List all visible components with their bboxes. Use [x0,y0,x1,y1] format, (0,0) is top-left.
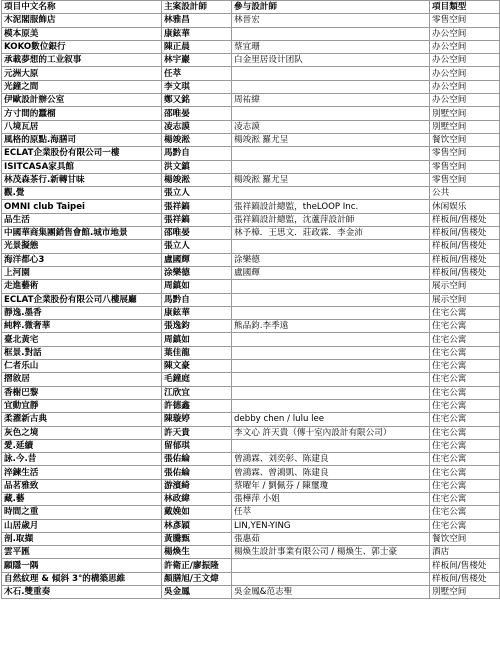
lead-designer-cell: 周鎮如 [162,333,232,346]
header-project-name: 項目中文名称 [2,1,162,14]
table-row [2,546,500,559]
project-type-cell: 样板间/售楼处 [430,253,500,266]
lead-designer-cell: 顏膳旭/王文煒 [162,572,232,585]
project-name-cell: 光景擬態 [2,240,162,253]
project-type-cell: 住宅公寓 [430,333,500,346]
project-type-cell: 样板间/售楼处 [430,227,500,240]
lead-designer-cell: 盧國輝 [162,253,232,266]
table-row [2,213,500,226]
table-row [2,293,500,306]
table-row [2,200,500,213]
table-row [2,54,500,67]
lead-designer-cell: 張佑綸 [162,453,232,466]
table-row [2,466,500,479]
project-name-cell: 元洲大原 [2,67,162,80]
project-type-cell: 零售空间 [430,147,500,160]
project-type-cell: 酒店 [430,546,500,559]
table-row [2,519,500,532]
participating-designers-cell [232,572,430,585]
project-type-cell: 样板间/售楼处 [430,240,500,253]
table-row [2,173,500,186]
project-type-cell: 住宅公寓 [430,479,500,492]
project-name-cell: 林茂森茶行.新轉甘味 [2,173,162,186]
lead-designer-cell: 許天貴 [162,426,232,439]
participating-designers-cell: 曾鴻霖、曾鴻凱、陈建良 [232,466,430,479]
project-name-cell: 藏.藝 [2,492,162,505]
participating-designers-cell [232,80,430,93]
project-type-cell: 住宅公寓 [430,466,500,479]
participating-designers-cell [232,107,430,120]
lead-designer-cell: 留郁琪 [162,439,232,452]
table-row [2,399,500,412]
participating-designers-cell: 張惠茹 [232,532,430,545]
project-type-cell: 办公空间 [430,27,500,40]
header-lead-designer: 主案設計師 [162,1,232,14]
table-row [2,147,500,160]
table-row [2,333,500,346]
project-type-cell: 休闲娱乐 [430,200,500,213]
table-row [2,373,500,386]
lead-designer-cell: 洪文鎮 [162,160,232,173]
header-project-type: 項目類型 [430,1,500,14]
project-type-cell: 公共 [430,187,500,200]
project-name-cell: 八境瓦居 [2,120,162,133]
participating-designers-cell: 涂樂德 [232,253,430,266]
table-row [2,27,500,40]
lead-designer-cell: 葉佳龍 [162,346,232,359]
project-type-cell: 零售空间 [430,173,500,186]
participating-designers-cell: LIN,YEN-YING [232,519,430,532]
lead-designer-cell: 馬黔自 [162,147,232,160]
project-name-cell: ISITCASA家具館 [2,160,162,173]
participating-designers-cell: debby chen / lulu lee [232,413,430,426]
table-row [2,453,500,466]
lead-designer-cell: 康鉉華 [162,27,232,40]
project-type-cell: 住宅公寓 [430,320,500,333]
project-type-cell: 办公空间 [430,54,500,67]
lead-designer-cell: 張立人 [162,187,232,200]
lead-designer-cell: 任萃 [162,67,232,80]
lead-designer-cell: 馬黔自 [162,293,232,306]
participating-designers-cell: 任萃 [232,506,430,519]
table-row [2,572,500,585]
project-type-cell: 住宅公寓 [430,413,500,426]
project-name-cell: 風格的原點.海膳司 [2,133,162,146]
lead-designer-cell: 楊竣淞 [162,133,232,146]
project-type-cell: 办公空间 [430,67,500,80]
table-row [2,306,500,319]
lead-designer-cell: 林宇巖 [162,54,232,67]
participating-designers-cell [232,439,430,452]
lead-designer-cell: 陳璇婷 [162,413,232,426]
table-row [2,40,500,53]
project-type-cell: 別墅空间 [430,120,500,133]
participating-designers-cell: 凌志謨 [232,120,430,133]
project-type-cell: 住宅公寓 [430,386,500,399]
participating-designers-cell: 周祐緯 [232,94,430,107]
lead-designer-cell: 康鉉華 [162,306,232,319]
project-name-cell: 淬鍊生活 [2,466,162,479]
lead-designer-cell: 陳正晨 [162,40,232,53]
participating-designers-cell [232,306,430,319]
project-type-cell: 住宅公寓 [430,306,500,319]
table-row [2,426,500,439]
participating-designers-cell [232,293,430,306]
project-type-cell: 零售空间 [430,160,500,173]
project-type-cell: 零售空间 [430,14,500,27]
project-type-cell: 住宅公寓 [430,373,500,386]
table-row [2,506,500,519]
table-row [2,67,500,80]
project-name-cell: 自然紋理 & 傾斜 3°的構築思維 [2,572,162,585]
project-type-cell: 样板间/售楼处 [430,213,500,226]
lead-designer-cell: 毛鐘庭 [162,373,232,386]
project-name-cell: 靜逸.墨香 [2,306,162,319]
participating-designers-cell: 張祥鎬設計總監，沈蘆萍設計師 [232,213,430,226]
participating-designers-cell: 李文心 許天貴（傳十室內設計有限公司） [232,426,430,439]
participating-designers-cell: 曾鴻霖、刘奕彰、陈建良 [232,453,430,466]
table-row [2,439,500,452]
participating-designers-cell [232,147,430,160]
participating-designers-cell: 盧國輝 [232,266,430,279]
project-name-cell: 上河園 [2,266,162,279]
project-name-cell: 剖.取擷 [2,532,162,545]
table-row [2,492,500,505]
lead-designer-cell: 鄭又銘 [162,94,232,107]
table-row [2,120,500,133]
lead-designer-cell: 許衛正/廖振隆 [162,559,232,572]
project-name-cell: 模本原美 [2,27,162,40]
table-row [2,187,500,200]
lead-designer-cell: 楊竣淞 [162,173,232,186]
header-row [2,1,500,14]
project-name-cell: 灰色之境 [2,426,162,439]
project-name-cell: 香榭巴黎 [2,386,162,399]
project-type-cell: 办公空间 [430,80,500,93]
project-type-cell: 餐饮空间 [430,133,500,146]
table-row [2,160,500,173]
participating-designers-cell [232,559,430,572]
lead-designer-cell: 黃騰甄 [162,532,232,545]
table-row [2,94,500,107]
project-name-cell: 品茗雅致 [2,479,162,492]
table-row [2,360,500,373]
project-name-cell: 臺北黃宅 [2,333,162,346]
participating-designers-cell [232,373,430,386]
lead-designer-cell: 游濱綺 [162,479,232,492]
project-type-cell: 住宅公寓 [430,492,500,505]
project-type-cell: 住宅公寓 [430,439,500,452]
participating-designers-cell: 蔡曜年 / 劉佩芬 / 陳璽瓊 [232,479,430,492]
lead-designer-cell: 李文琪 [162,80,232,93]
project-type-cell: 住宅公寓 [430,506,500,519]
table-row [2,227,500,240]
project-name-cell: ECLAT企業股份有限公司一樓 [2,147,162,160]
table-row [2,386,500,399]
table-row [2,559,500,572]
project-name-cell: 觀.覺 [2,187,162,200]
table-row [2,413,500,426]
participating-designers-cell: 張祥鎬設計總監，theLOOP Inc. [232,200,430,213]
project-name-cell: 木泥閣服飾店 [2,14,162,27]
table-row [2,240,500,253]
lead-designer-cell: 邵唯晏 [162,107,232,120]
participating-designers-cell: 吳金鳳&范志聖 [232,586,430,599]
project-type-cell: 住宅公寓 [430,346,500,359]
project-type-cell: 样板间/售楼处 [430,559,500,572]
project-type-cell: 办公空间 [430,40,500,53]
project-name-cell: 時間之重 [2,506,162,519]
project-type-cell: 展示空间 [430,280,500,293]
project-name-cell: 品生活 [2,213,162,226]
table-row [2,266,500,279]
participating-designers-cell [232,67,430,80]
participating-designers-cell [232,386,430,399]
project-name-cell: 海洋都心3 [2,253,162,266]
participating-designers-cell [232,360,430,373]
participating-designers-cell: 蔡宜珊 [232,40,430,53]
lead-designer-cell: 周鎮如 [162,280,232,293]
lead-designer-cell: 林彥穎 [162,519,232,532]
table-row [2,532,500,545]
participating-designers-cell: 楊煥生設計事業有限公司 / 楊煥生、郭士豪 [232,546,430,559]
project-name-cell: 柔濯新古典 [2,413,162,426]
participating-designers-cell [232,27,430,40]
table-row [2,280,500,293]
project-name-cell: 山居歲月 [2,519,162,532]
project-type-cell: 住宅公寓 [430,426,500,439]
lead-designer-cell: 張佑綸 [162,466,232,479]
project-name-cell: 雲平匯 [2,546,162,559]
table-row [2,253,500,266]
lead-designer-cell: 許德鑫 [162,399,232,412]
participating-designers-cell [232,240,430,253]
project-name-cell: 伊歐設計辦公室 [2,94,162,107]
participating-designers-cell: 楊竣淞 羅尤呈 [232,133,430,146]
participating-designers-cell [232,280,430,293]
participating-designers-cell [232,160,430,173]
lead-designer-cell: 吳金鳳 [162,586,232,599]
table-row [2,346,500,359]
project-type-cell: 展示空间 [430,293,500,306]
participating-designers-cell [232,399,430,412]
participating-designers-cell: 熊品鈞.李季遠 [232,320,430,333]
lead-designer-cell: 陳文豪 [162,360,232,373]
participating-designers-cell [232,333,430,346]
lead-designer-cell: 涂樂德 [162,266,232,279]
project-type-cell: 別墅空间 [430,586,500,599]
participating-designers-cell: 楊竣淞 羅尤呈 [232,173,430,186]
project-name-cell: 光鐘之間 [2,80,162,93]
participating-designers-cell: 白金里居设计团队 [232,54,430,67]
project-name-cell: OMNI club Taipei [2,200,162,213]
table-row [2,320,500,333]
table-row [2,133,500,146]
participating-designers-cell [232,187,430,200]
table-row [2,14,500,27]
lead-designer-cell: 張祥鎬 [162,213,232,226]
project-type-cell: 住宅公寓 [430,519,500,532]
table-row [2,80,500,93]
project-name-cell: 願隱一隅 [2,559,162,572]
project-name-cell: 方寸間的蠶榴 [2,107,162,120]
lead-designer-cell: 林政緯 [162,492,232,505]
project-name-cell: 框景.對話 [2,346,162,359]
project-table [1,0,500,599]
table-row [2,479,500,492]
project-name-cell: 愛.延續 [2,439,162,452]
header-participating-designers: 參与設計師 [232,1,430,14]
project-name-cell: 仁者乐山 [2,360,162,373]
project-type-cell: 样板间/售楼处 [430,266,500,279]
table-row [2,586,500,599]
project-type-cell: 住宅公寓 [430,453,500,466]
table-body [2,14,500,599]
project-type-cell: 餐饮空间 [430,532,500,545]
lead-designer-cell: 楊煥生 [162,546,232,559]
table-row [2,107,500,120]
lead-designer-cell: 戴娩如 [162,506,232,519]
project-name-cell: 承載夢想的工业叙事 [2,54,162,67]
project-name-cell: 中國華商集團銷售會館.城市地景 [2,227,162,240]
project-type-cell: 样板间/售楼处 [430,572,500,585]
lead-designer-cell: 張逸鈞 [162,320,232,333]
project-name-cell: 宜動宜靜 [2,399,162,412]
lead-designer-cell: 凌志謨 [162,120,232,133]
project-type-cell: 住宅公寓 [430,399,500,412]
project-name-cell: ECLAT企業股份有限公司八樓展廳 [2,293,162,306]
project-name-cell: KOKO數位銀行 [2,40,162,53]
participating-designers-cell: 張樺萍 小姐 [232,492,430,505]
participating-designers-cell: 林予樟．王思文．莊政霖．李金沛 [232,227,430,240]
project-name-cell: 木石.雙重奏 [2,586,162,599]
project-name-cell: 走進藝術 [2,280,162,293]
project-name-cell: 詠.今.昔 [2,453,162,466]
participating-designers-cell: 林晉宏 [232,14,430,27]
lead-designer-cell: 邵唯晏 [162,227,232,240]
lead-designer-cell: 林雅昌 [162,14,232,27]
lead-designer-cell: 張立人 [162,240,232,253]
project-type-cell: 住宅公寓 [430,360,500,373]
lead-designer-cell: 張祥鎬 [162,200,232,213]
project-name-cell: 純粹.微奢華 [2,320,162,333]
project-name-cell: 摺敘居 [2,373,162,386]
lead-designer-cell: 江欣宜 [162,386,232,399]
participating-designers-cell [232,346,430,359]
project-type-cell: 办公空间 [430,94,500,107]
project-type-cell: 別墅空间 [430,107,500,120]
